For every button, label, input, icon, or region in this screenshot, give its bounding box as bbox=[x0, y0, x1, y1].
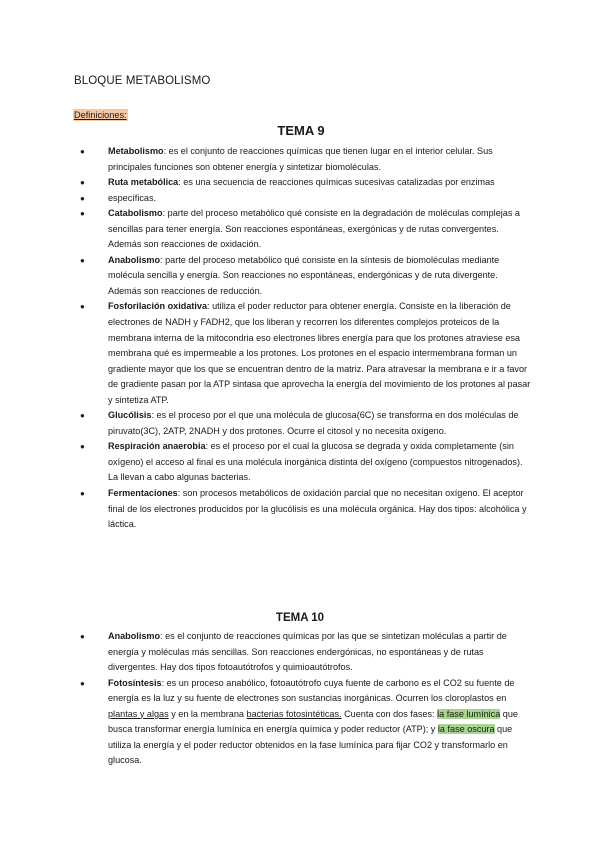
list-item bbox=[80, 629, 532, 676]
item-text: : parte del proceso metabólico qué consiste en la síntesis de biomoléculas mediante molécula sencilla y energía. Son reacciones no espontáneas, endergónicas y de ruta divergente. Además son reacciones de reducción. bbox=[108, 254, 500, 296]
item-term: Fermentaciones bbox=[108, 488, 178, 499]
list-item bbox=[80, 144, 532, 175]
bullet-icon: ● bbox=[80, 209, 85, 219]
list-item bbox=[80, 191, 532, 207]
bullet-icon: ● bbox=[80, 678, 85, 688]
bullet-icon: ● bbox=[80, 178, 85, 188]
item-term: Catabolismo bbox=[108, 208, 163, 219]
item-text: : es el proceso por el que una molécula de glucosa(6C) se transforma en dos moléculas de piruvato(3C), 2ATP, 2NADH y dos protones. Ocurre el citosol y no necesita oxígeno. bbox=[108, 410, 519, 436]
tema10-list bbox=[80, 629, 532, 769]
item-text: : es el conjunto de reacciones químicas por las que se sintetizan moléculas a partir de energía y moléculas más sencillas. Son reacciones endergónicas, no espontáneas y de rutas divergentes. Hay dos tipos fotoautótrofos y quimioautótrofos. bbox=[108, 631, 507, 673]
item-term: Anabolismo bbox=[108, 631, 161, 641]
item-term: Glucólisis bbox=[108, 410, 152, 421]
bullet-icon: ● bbox=[80, 632, 85, 641]
tema10-heading: TEMA 10 bbox=[275, 612, 325, 624]
item-text: : es el conjunto de reacciones químicas que tienen lugar en el interior celular. Sus principales funciones son obtener energía y sintetizar biomoléculas. bbox=[108, 146, 493, 172]
bullet-icon: ● bbox=[80, 302, 85, 312]
bullet-icon: ● bbox=[80, 411, 85, 421]
bullet-icon: ● bbox=[80, 442, 85, 452]
underlined-text: bacterias fotosintéticas. bbox=[246, 708, 342, 719]
bullet-icon: ● bbox=[80, 193, 85, 203]
item-term: Anabolismo bbox=[108, 254, 161, 265]
bullet-icon: ● bbox=[80, 147, 85, 156]
tema9-list bbox=[80, 144, 532, 533]
item-text: : es una secuencia de reacciones químicas sucesivas catalizadas por enzimas bbox=[178, 177, 495, 188]
section-label: Definiciones: bbox=[74, 110, 127, 120]
item-term: Respiración anaerobia bbox=[108, 441, 206, 452]
highlighted-text: la fase oscura bbox=[437, 724, 495, 735]
item-text: que utiliza la energía y el poder reductor obtenidos en la fase lumínica para fijar CO2 y transformarlo en glucosa. bbox=[108, 724, 513, 766]
item-text: : son procesos metabólicos de oxidación parcial que no necesitan oxígeno. El aceptor final de los electrones producidos por la glucólisis es una molécula orgánica. Hay dos tipos: alcohólica y láctica. bbox=[108, 488, 527, 530]
item-term: Metabolismo bbox=[108, 146, 164, 156]
list-item bbox=[80, 253, 532, 300]
list-item bbox=[80, 486, 532, 533]
list-item bbox=[80, 206, 532, 253]
item-term: Ruta metabólica bbox=[108, 177, 179, 188]
item-text: : es el proceso por el cual la glucosa se degrada y oxida completamente (sin oxígeno) el acceso al final es una molécula inorgánica distinta del oxígeno (compuestos nitrogenados). La llevan a cabo algunas bacterias. bbox=[108, 441, 523, 483]
item-text: y en la membrana bbox=[168, 708, 247, 719]
item-text: : parte del proceso metabólico qué consiste en la degradación de moléculas complejas a sencillas para tener energía. Son reacciones espontáneas, exergónicas y de rutas convergentes. Además son reacciones de oxidación. bbox=[108, 208, 520, 250]
list-item bbox=[80, 408, 532, 439]
list-item bbox=[80, 299, 532, 408]
list-item bbox=[80, 175, 532, 191]
item-term: Fotosíntesis bbox=[108, 677, 162, 688]
item-text: que busca transformar energía lumínica en energía química y poder reductor (ATP); y bbox=[108, 708, 518, 735]
item-text: específicas. bbox=[108, 192, 157, 203]
highlighted-text: la fase lumínica bbox=[437, 708, 501, 719]
document-title: BLOQUE METABOLISMO bbox=[74, 75, 211, 87]
list-item bbox=[80, 676, 532, 769]
bullet-icon: ● bbox=[80, 489, 85, 499]
underlined-text: plantas y algas bbox=[108, 708, 169, 719]
item-term: Fosforilación oxidativa bbox=[108, 301, 208, 312]
tema9-heading: TEMA 9 bbox=[277, 123, 325, 138]
item-text: : utiliza el poder reductor para obtener energía. Consiste en la liberación de electrones de NADH y FADH2, que los liberan y recorren los diferentes complejos proteicos de la membrana interna de la mitocondria eso electrones libres energía para que los protones atraviese esa membrana qué es impermeable a los protones. Los protones en el espacio intermembrana forman un gradiente mayor que los que se encuentran dentro de la matriz. Para atravesar la membrana e ir a favor de gradiente pasan por la ATP sintasa que aprovecha la energía del movimiento de los protones al pasar y sintetiza ATP. bbox=[108, 301, 531, 405]
bullet-icon: ● bbox=[80, 255, 85, 265]
item-text: Cuenta con dos fases: bbox=[341, 708, 438, 719]
list-item bbox=[80, 439, 532, 486]
item-text: : es un proceso anabólico, fotoautótrofo cuya fuente de carbono es el CO2 su fuente de energía es la luz y su fuente de electrones son sustancias inorgánicas. Ocurren los cloroplastos en bbox=[108, 677, 515, 704]
